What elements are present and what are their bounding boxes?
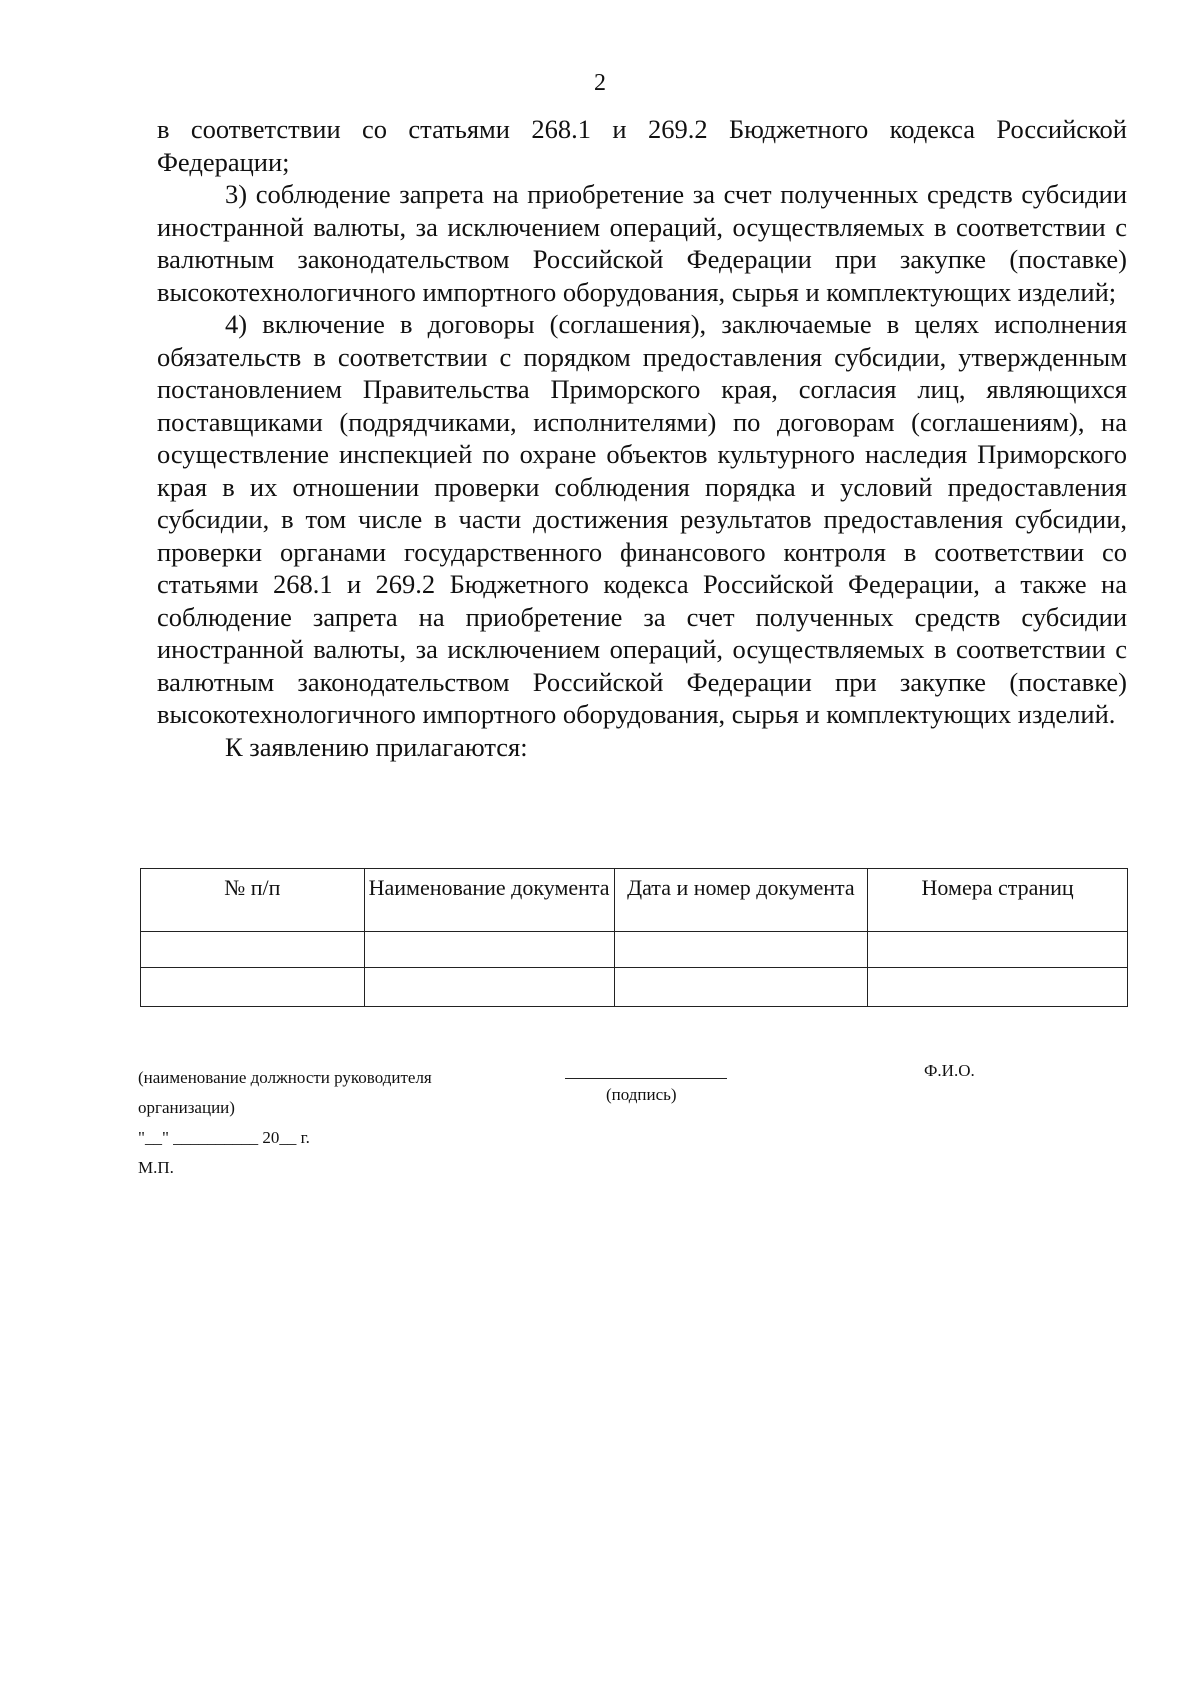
paragraph-item-4: 4) включение в договоры (соглашения), заключаемые в целях исполнения обязательств в соответствии с порядком предоставления субсидии, утвержденным постановлением Правительства Приморского края, согласия лиц, являющихся поставщиками (подрядчиками, исполнителями) по договорам (соглашениям), на осуществление инспекцией по охране объектов культурного наследия Приморского края в их отношении проверки соблюдения порядка и условий предоставления субсидии, в том числе в части достижения результатов предоставления субсидии, проверки органами государственного финансового контроля в соответствии со статьями 268.1 и 269.2 Бюджетного кодекса Российской Федерации, а также на соблюдение запрета на приобретение за счет полученных средств субсидии иностранной валюты, за исключением операций, осуществляемых в соответствии с валютным законодательством Российской Федерации при закупке (поставке) высокотехнологичного импортного оборудования, сырья и комплектующих изделий.: [157, 309, 1127, 729]
stamp-label: М.П.: [138, 1158, 174, 1177]
header-document-name: Наименование документа: [364, 869, 614, 932]
attachments-table: [140, 868, 1128, 1007]
paragraph-item-3: 3) соблюдение запрета на приобретение за счет полученных средств субсидии иностранной валюты, за исключением операций, осуществляемых в соответствии с валютным законодательством Российской Федерации при закупке (поставке) высокотехнологичного импортного оборудования, сырья и комплектующих изделий;: [157, 179, 1127, 307]
fio-label: Ф.И.О.: [924, 1061, 975, 1080]
table-cell[interactable]: [614, 968, 868, 1007]
page-number: 2: [594, 70, 606, 96]
signature-line: [565, 1078, 727, 1079]
table-row: [141, 932, 1128, 968]
header-document-date-number: Дата и номер документа: [614, 869, 868, 932]
header-number: № п/п: [141, 869, 365, 932]
table-cell[interactable]: [364, 932, 614, 968]
document-body: [157, 113, 1127, 763]
table-cell[interactable]: [364, 968, 614, 1007]
position-label-line2: организации): [138, 1098, 235, 1117]
signature-label: (подпись): [606, 1085, 677, 1104]
date-line: "__" __________ 20__ г.: [138, 1128, 310, 1147]
table-cell[interactable]: [868, 932, 1128, 968]
table-cell[interactable]: [614, 932, 868, 968]
attachments-intro: К заявлению прилагаются:: [225, 731, 528, 762]
header-page-numbers: Номера страниц: [868, 869, 1128, 932]
table-cell[interactable]: [868, 968, 1128, 1007]
table-row: [141, 968, 1128, 1007]
paragraph-1: в соответствии со статьями 268.1 и 269.2 Бюджетного кодекса Российской Федерации;: [157, 114, 1127, 177]
position-label-line1: (наименование должности руководителя: [138, 1068, 432, 1087]
table-cell[interactable]: [141, 932, 365, 968]
table-header-row: [141, 869, 1128, 932]
table-cell[interactable]: [141, 968, 365, 1007]
